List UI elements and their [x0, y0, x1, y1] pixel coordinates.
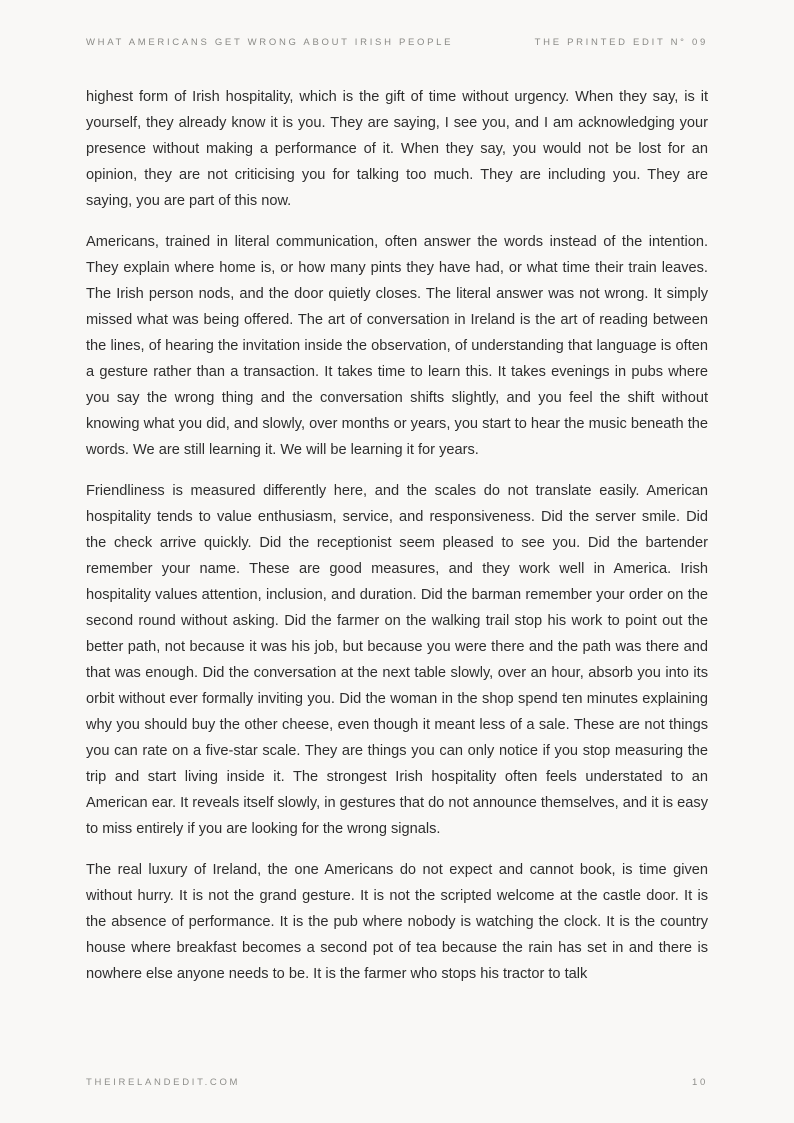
page-footer: [86, 1077, 708, 1091]
site-url: THEIRELANDEDIT.COM: [86, 1077, 241, 1088]
edition-label: THE PRINTED EDIT N° 09: [534, 37, 708, 48]
article-body: [86, 84, 708, 1002]
running-header: [86, 37, 708, 51]
paragraph: Friendliness is measured differently here, and the scales do not translate easily. American hospitality tends to value enthusiasm, service, and responsiveness. Did the server smile. Did the check arrive quickly. Did the receptionist seem pleased to see you. Did the bartender remember your name. These are good measures, and they work well in America. Irish hospitality values attention, inclusion, and duration. Did the barman remember your order on the second round without asking. Did the farmer on the walking trail stop his work to point out the better path, not because it was his job, but because you were there and the path was there and that was enough. Did the conversation at the next table slowly, over an hour, absorb you into its orbit without ever formally inviting you. Did the woman in the shop spend ten minutes explaining why you should buy the other cheese, even though it meant less of a sale. These are not things you can rate on a five-star scale. They are things you can only notice if you stop measuring the trip and start living inside it. The strongest Irish hospitality often feels understated to an American ear. It reveals itself slowly, in gestures that do not announce themselves, and it is easy to miss entirely if you are looking for the wrong signals.: [86, 483, 708, 837]
paragraph: The real luxury of Ireland, the one Americans do not expect and cannot book, is time given without hurry. It is not the grand gesture. It is not the scripted welcome at the castle door. It is the absence of performance. It is the pub where nobody is watching the clock. It is the country house where breakfast becomes a second pot of tea because the rain has set in and there is nowhere else anyone needs to be. It is the farmer who stops his tractor to talk: [86, 862, 708, 982]
page-number: 10: [692, 1077, 708, 1088]
paragraph: highest form of Irish hospitality, which is the gift of time without urgency. When they say, is it yourself, they already know it is you. They are saying, I see you, and I am acknowledging your presence without making a performance of it. When they say, you would not be lost for an opinion, they are not criticising you for talking too much. They are including you. They are saying, you are part of this now.: [86, 89, 708, 209]
running-title: WHAT AMERICANS GET WRONG ABOUT IRISH PEOPLE: [86, 37, 454, 48]
paragraph: Americans, trained in literal communication, often answer the words instead of the intention. They explain where home is, or how many pints they have had, or what time their train leaves. The Irish person nods, and the door quietly closes. The literal answer was not wrong. It simply missed what was being offered. The art of conversation in Ireland is the art of reading between the lines, of hearing the invitation inside the observation, of understanding that language is often a gesture rather than a transaction. It takes time to learn this. It takes evenings in pubs where you say the wrong thing and the conversation shifts slightly, and you feel the shift without knowing what you did, and slowly, over months or years, you start to hear the music beneath the words. We are still learning it. We will be learning it for years.: [86, 234, 708, 458]
